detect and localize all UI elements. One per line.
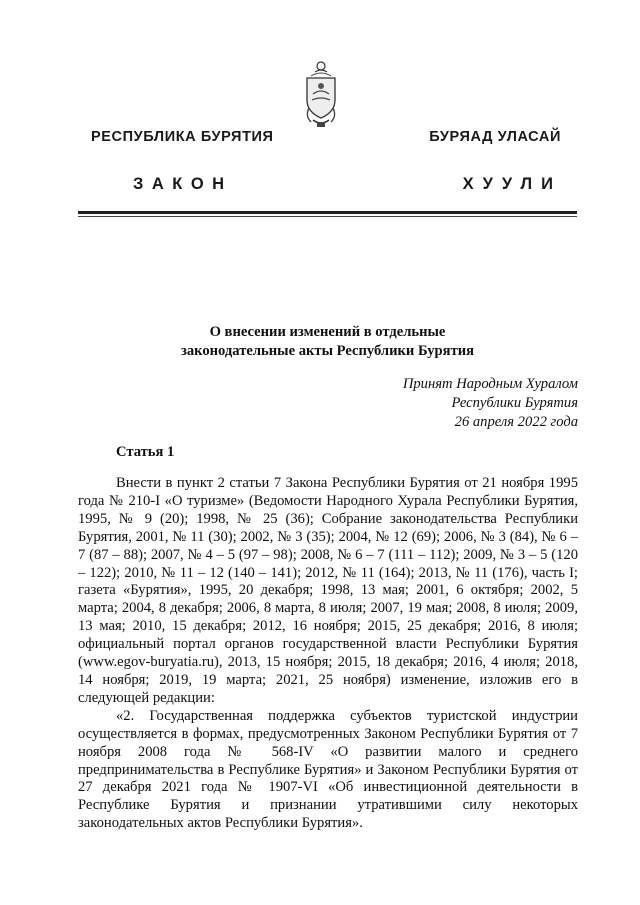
article-heading: Статья 1: [116, 444, 175, 460]
republic-name-bua: БУРЯАД УЛАСАЙ: [429, 129, 561, 145]
header-divider-thin: [78, 216, 577, 217]
document-title: [78, 323, 577, 361]
paragraph-2: «2. Государственная поддержка субъектов туристской индустрии осуществляется в формах, предусмотренных Законом Республики Бурятия от 7 ноября 2008 года № 568-IV «О развитии малого и среднего предпринимательства в Республике Бурятия» и Законом Республики Бурятия от 27 декабря 2021 года № 1907-VI «Об инвестиционной деятельности в Республике Бурятия и признании утратившими силу некоторых законодательных актов Республики Бурятия».: [78, 707, 578, 832]
paragraph-1: Внести в пункт 2 статьи 7 Закона Республики Бурятия от 21 ноября 1995 года № 210-I «О туризме» (Ведомости Народного Хурала Республики Бурятия, 1995, № 9 (20); 1998, № 25 (36); Собрание законодательства Республики Бурятия, 2001, № 11 (30); 2002, № 3 (35); 2004, № 12 (69); 2006, № 3 (84), № 6 – 7 (87 – 88); 2007, № 4 – 5 (97 – 98); 2008, № 6 – 7 (111 – 112); 2009, № 3 – 5 (120 – 122); 2010, № 11 – 12 (140 – 141); 2012, № 11 (164); 2013, № 11 (176), часть I; газета «Бурятия», 1995, 20 декабря; 1998, 13 мая; 2001, 6 октября; 2002, 5 марта; 2004, 8 декабря; 2006, 8 марта, 8 июля; 2007, 19 мая; 2008, 8 июля; 2009, 13 мая; 2010, 15 декабря; 2012, 16 ноября; 2015, 25 декабря; 2016, 8 июля; официальный портал органов государственной власти Республики Бурятия (www.egov-buryatia.ru), 2013, 15 ноября; 2015, 18 декабря; 2016, 4 июля; 2018, 14 ноября; 2019, 19 марта; 2021, 25 ноября) изменение, изложив его в следующей редакции:: [78, 475, 578, 706]
coat-of-arms-icon: [301, 60, 341, 130]
header-divider: [78, 211, 577, 214]
law-label-bua: ХУУЛИ: [462, 175, 562, 193]
article-body: [78, 475, 578, 833]
republic-name-ru: РЕСПУБЛИКА БУРЯТИЯ: [91, 129, 274, 145]
adopted-line-2: Республики Бурятия: [451, 395, 578, 411]
adopted-line-3: 26 апреля 2022 года: [454, 414, 578, 430]
law-label-ru: ЗАКОН: [133, 175, 233, 193]
title-line-2: законодательные акты Республики Бурятия: [180, 343, 475, 359]
adoption-note: [403, 375, 578, 432]
title-line-1: О внесении изменений в отдельные: [209, 324, 446, 340]
adopted-line-1: Принят Народным Хуралом: [402, 376, 578, 392]
